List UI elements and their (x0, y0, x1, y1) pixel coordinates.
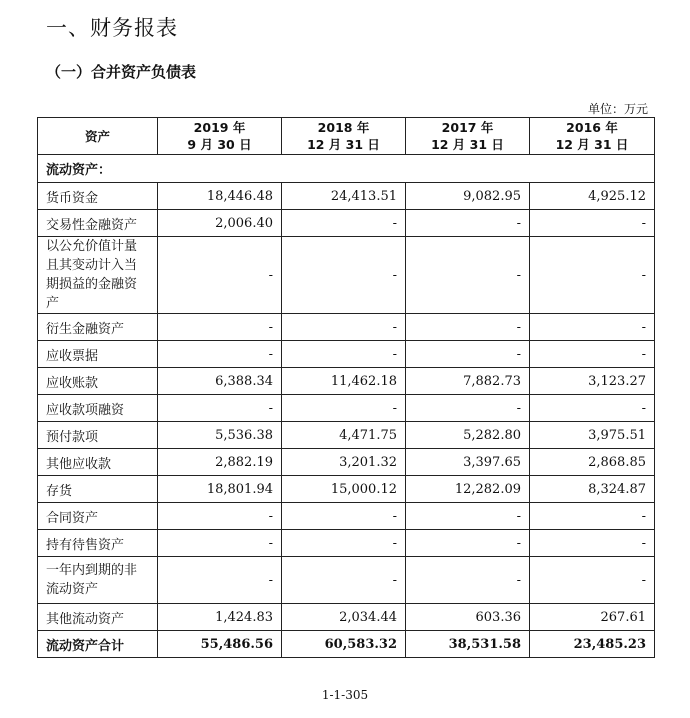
row-value: - (282, 503, 406, 530)
row-label: 合同资产 (38, 503, 158, 530)
row-value: - (406, 530, 530, 557)
table-row (38, 183, 655, 210)
row-value: 11,462.18 (282, 368, 406, 395)
row-label: 预付款项 (38, 422, 158, 449)
row-value: - (282, 395, 406, 422)
page-number: 1-1-305 (321, 688, 369, 702)
row-value: 15,000.12 (282, 476, 406, 503)
table-title: （一）合并资产负债表 (46, 63, 197, 81)
row-value: 9,082.95 (406, 183, 530, 210)
row-value: 2,034.44 (282, 604, 406, 631)
table-row (38, 557, 655, 604)
row-value: 8,324.87 (530, 476, 655, 503)
row-label: 其他应收款 (38, 449, 158, 476)
row-value: 6,388.34 (158, 368, 282, 395)
row-value: 4,925.12 (530, 183, 655, 210)
col-header-year: 2018 年 (317, 120, 370, 135)
row-value: 24,413.51 (282, 183, 406, 210)
row-value: - (406, 395, 530, 422)
table-row (38, 237, 655, 314)
row-value: 5,536.38 (158, 422, 282, 449)
row-label: 衍生金融资产 (38, 314, 158, 341)
row-label: 交易性金融资产 (38, 210, 158, 237)
table-body (38, 155, 655, 658)
row-value: - (406, 557, 530, 604)
table-row (38, 422, 655, 449)
table-row (38, 503, 655, 530)
row-label: 应收票据 (38, 341, 158, 368)
row-value: - (530, 503, 655, 530)
col-header-year: 2017 年 (441, 120, 494, 135)
row-value: 267.61 (530, 604, 655, 631)
row-value: - (158, 341, 282, 368)
row-label: 流动资产合计 (38, 631, 158, 658)
row-value: - (406, 503, 530, 530)
row-value: - (158, 557, 282, 604)
table-row (38, 476, 655, 503)
row-value: 7,882.73 (406, 368, 530, 395)
row-value: - (406, 210, 530, 237)
header-row (38, 118, 655, 155)
row-value: 3,201.32 (282, 449, 406, 476)
col-header-date: 12 月 31 日 (431, 137, 504, 152)
section-title: 一、财务报表 (46, 16, 178, 40)
col-header-2018 (282, 118, 406, 155)
table-row (38, 341, 655, 368)
balance-sheet-table (37, 117, 655, 658)
section-row (38, 155, 655, 183)
section-label: 流动资产： (38, 155, 655, 183)
row-value: - (530, 395, 655, 422)
table-row (38, 449, 655, 476)
col-header-year: 2019 年 (193, 120, 246, 135)
total-row (38, 631, 655, 658)
col-header-2017 (406, 118, 530, 155)
row-label: 应收账款 (38, 368, 158, 395)
row-value: - (282, 530, 406, 557)
col-header-asset: 资产 (38, 118, 158, 155)
row-value: - (282, 237, 406, 314)
col-header-year: 2016 年 (566, 120, 618, 135)
row-value: - (158, 237, 282, 314)
row-value: 2,882.19 (158, 449, 282, 476)
col-header-date: 9 月 30 日 (187, 137, 252, 152)
row-value: - (530, 237, 655, 314)
row-value: - (282, 557, 406, 604)
row-value: 55,486.56 (158, 631, 282, 658)
row-value: 603.36 (406, 604, 530, 631)
row-label: 其他流动资产 (38, 604, 158, 631)
table-row (38, 210, 655, 237)
row-label: 持有待售资产 (38, 530, 158, 557)
row-value: - (530, 557, 655, 604)
unit-label: 单位：万元 (587, 102, 648, 116)
row-label: 以公允价值计量且其变动计入当期损益的金融资产 (38, 237, 158, 314)
row-value: - (282, 341, 406, 368)
row-value: - (282, 210, 406, 237)
row-value: - (282, 314, 406, 341)
row-value: - (158, 503, 282, 530)
row-value: 3,123.27 (530, 368, 655, 395)
row-label: 应收款项融资 (38, 395, 158, 422)
table-row (38, 604, 655, 631)
row-value: 38,531.58 (406, 631, 530, 658)
row-value: 4,471.75 (282, 422, 406, 449)
row-label: 货币资金 (38, 183, 158, 210)
table-row (38, 530, 655, 557)
col-header-date: 12 月 31 日 (307, 137, 380, 152)
table-row (38, 395, 655, 422)
row-value: - (530, 341, 655, 368)
row-value: 3,397.65 (406, 449, 530, 476)
row-value: 60,583.32 (282, 631, 406, 658)
row-value: 3,975.51 (530, 422, 655, 449)
row-value: 2,006.40 (158, 210, 282, 237)
row-value: - (158, 314, 282, 341)
row-value: - (530, 314, 655, 341)
row-value: - (158, 395, 282, 422)
col-header-2019 (158, 118, 282, 155)
row-value: 18,446.48 (158, 183, 282, 210)
col-header-date: 12 月 31 日 (555, 137, 629, 152)
row-value: 2,868.85 (530, 449, 655, 476)
row-value: 18,801.94 (158, 476, 282, 503)
table-row (38, 314, 655, 341)
row-value: 12,282.09 (406, 476, 530, 503)
row-value: - (406, 237, 530, 314)
row-value: - (530, 530, 655, 557)
table-row (38, 368, 655, 395)
row-value: 1,424.83 (158, 604, 282, 631)
row-value: 23,485.23 (530, 631, 655, 658)
row-value: - (158, 530, 282, 557)
col-header-2016 (530, 118, 655, 155)
row-value: 5,282.80 (406, 422, 530, 449)
row-label: 存货 (38, 476, 158, 503)
row-label: 一年内到期的非流动资产 (38, 557, 158, 604)
row-value: - (406, 341, 530, 368)
row-value: - (406, 314, 530, 341)
row-value: - (530, 210, 655, 237)
